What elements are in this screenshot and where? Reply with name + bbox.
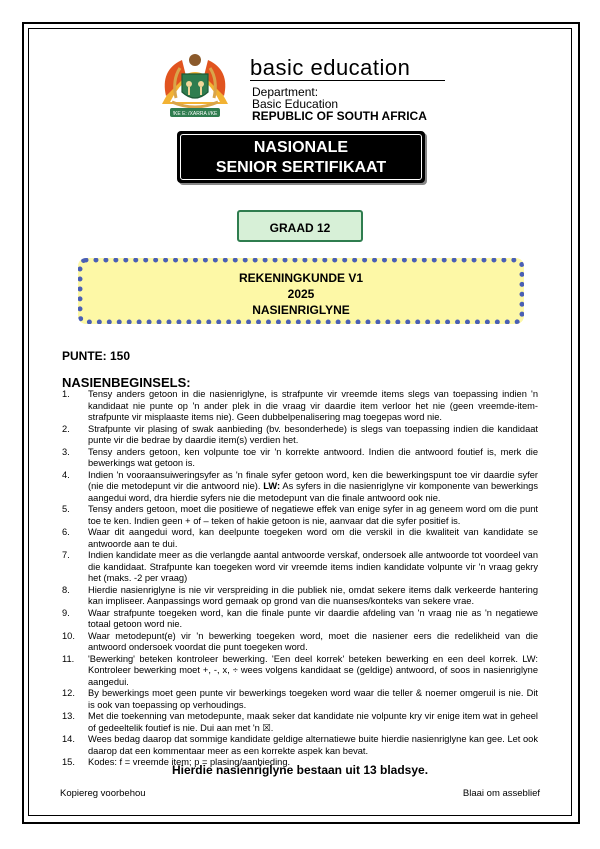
list-item xyxy=(62,447,538,470)
item-number: 5. xyxy=(62,504,70,514)
page-count-note: Hierdie nasienriglyne bestaan uit 13 bladsye. xyxy=(171,763,429,777)
principles-heading: NASIENBEGINSELS: xyxy=(62,375,191,390)
logo-department-label: Department: xyxy=(252,85,319,99)
item-text: Waar strafpunte toegeken word, kan die finale punte vir daardie afdeling van 'n vraag nie as 'n negatiewe totaal getoon word nie. xyxy=(88,607,538,629)
logo-country: REPUBLIC OF SOUTH AFRICA xyxy=(252,109,427,123)
item-number: 11. xyxy=(62,653,75,664)
exam-title-line1: NASIONALE xyxy=(253,139,349,156)
item-number: 2. xyxy=(62,423,70,434)
item-text: Indien kandidate meer as die verlangde aantal antwoorde verskaf, ondersoek alle antwoorde tot voordeel van die kandidaat. Strafpunte kan toegeken word vir vreemde items indien kandidate volpunte vir 'n vraag gekry het (maks. -2 per vraag) xyxy=(88,550,538,583)
logo-title: basic education xyxy=(250,55,411,80)
item-number: 10. xyxy=(62,630,75,641)
item-number: 15. xyxy=(62,757,75,767)
list-item xyxy=(62,389,538,424)
item-number: 6. xyxy=(62,527,70,537)
list-item xyxy=(62,470,538,505)
list-item xyxy=(62,688,538,711)
document-type: NASIENRIGLYNE xyxy=(252,303,350,317)
list-item xyxy=(62,504,538,527)
item-text: Kodes: f = vreemde item; p = plasing/aanbieding. xyxy=(88,757,291,767)
item-note-label: LW: xyxy=(263,481,281,491)
item-number: 4. xyxy=(62,469,70,480)
list-item xyxy=(62,711,538,734)
item-text: By bewerkings moet geen punte vir bewerkings toegeken word waar die teller & noemer omgeruil is nie. Dit is ook van toepassing op verhoudings. xyxy=(88,688,538,710)
subject-title: REKENINGKUNDE V1 xyxy=(238,271,364,285)
item-number: 3. xyxy=(62,446,70,457)
principles-list xyxy=(62,389,538,769)
item-number: 13. xyxy=(62,711,75,721)
subject-year: 2025 xyxy=(287,287,315,301)
exam-title-box xyxy=(177,131,425,183)
subject-box xyxy=(78,258,524,324)
item-number: 8. xyxy=(62,584,70,595)
item-number: 1. xyxy=(62,389,70,399)
logo-rule xyxy=(250,80,445,81)
svg-text:!KE E: /XARRA //KE: !KE E: /XARRA //KE xyxy=(172,111,218,117)
item-text: Waar metodepunt(e) vir 'n bewerking toegeken word, moet die nasiener eers die redelikheid van die antwoord ondersoek voordat die punt toegeken word. xyxy=(88,630,538,652)
item-text-continued: As syfers in die nasienriglyne vir komponente van bewerkings aangedui word, dra hierdie syfers nie die metodepunt van die finale antwoord ook nie. xyxy=(88,481,538,503)
item-number: 14. xyxy=(62,734,75,744)
item-text: Wees bedag daarop dat sommige kandidate geldige alternatiewe buite hierdie nasienriglyne kan gee. Let ook daarop dat een kommentaar meer as een korrekte aspek kan bevat. xyxy=(88,734,538,756)
turn-over-notice: Blaai om asseblief xyxy=(462,788,540,799)
copyright-notice: Kopiereg voorbehou xyxy=(60,788,146,799)
item-text: Strafpunte vir plasing of swak aanbieding (bv. besonderhede) is slegs van toepassing indien die kandidaat punte vir die bedrae by daardie item(s) verdien het. xyxy=(88,423,538,445)
list-item xyxy=(62,654,538,689)
list-item xyxy=(62,424,538,447)
item-number: 9. xyxy=(62,607,70,618)
item-text: Tensy anders getoon, ken volpunte toe vir 'n korrekte antwoord. Indien die antwoord foutief is, merk die bewerkings wat getoon is. xyxy=(88,446,538,468)
exam-title-line2: SENIOR SERTIFIKAAT xyxy=(215,159,387,176)
item-text: 'Bewerking' beteken kontroleer bewerking. 'Een deel korrek' beteken bewerking en een deel korrek. LW: Kontroleer bewerking moet +, -, x, ÷ wees volgens kandidaat se (geldige) antwoord, of soos in nasienriglyne aangedui. xyxy=(88,653,538,687)
list-item xyxy=(62,585,538,608)
list-item xyxy=(62,734,538,757)
grade-badge: GRAAD 12 xyxy=(237,210,363,242)
item-text: Tensy anders getoon in die nasienriglyne, is strafpunte vir vreemde items slegs van toepassing indien 'n kandidaat nie punte op 'n ander plek in die vraag vir daardie item verloor het nie (geen vreemde-item-strafpunte vir misplaaste items nie). Geen dubbelpenalisering mag toegepas word nie. xyxy=(88,389,538,422)
item-text: Indien 'n vooraansuiweringsyfer as 'n finale syfer getoon word, ken die bewerkingspunt toe vir daardie syfer (nie die metodepunt vir die antwoord nie). xyxy=(88,469,538,491)
list-item xyxy=(62,631,538,654)
item-text: Hierdie nasienriglyne is nie vir verspreiding in die publiek nie, omdat sekere items dalk verkeerde hantering kan impliseer. Aanpassings word gemaak op grond van die nuanses/konteks van sekere vrae. xyxy=(88,584,538,606)
item-number: 12. xyxy=(62,688,75,698)
coat-of-arms-icon xyxy=(152,46,238,120)
list-item xyxy=(62,527,538,550)
list-item xyxy=(62,550,538,585)
item-text: Met die toekenning van metodepunte, maak seker dat kandidate nie volpunte kry vir enige item wat in geheel of gedeeltelik foutief is nie. Dui aan met 'n ☒. xyxy=(88,711,538,733)
item-number: 7. xyxy=(62,550,70,560)
total-marks: PUNTE: 150 xyxy=(62,349,131,363)
item-text: Tensy anders getoon, moet die positiewe of negatiewe effek van enige syfer in ag geneem word om die punt toe te ken. Indien geen + of – teken of hakie getoon is nie, aanvaar dat die syfer positief is. xyxy=(88,504,538,526)
item-text: Waar dit aangedui word, kan deelpunte toegeken word om die verskil in die kwaliteit van kandidate se antwoorde aan te dui. xyxy=(88,527,538,549)
logo-department-name: Basic Education xyxy=(252,97,339,111)
list-item xyxy=(62,608,538,631)
